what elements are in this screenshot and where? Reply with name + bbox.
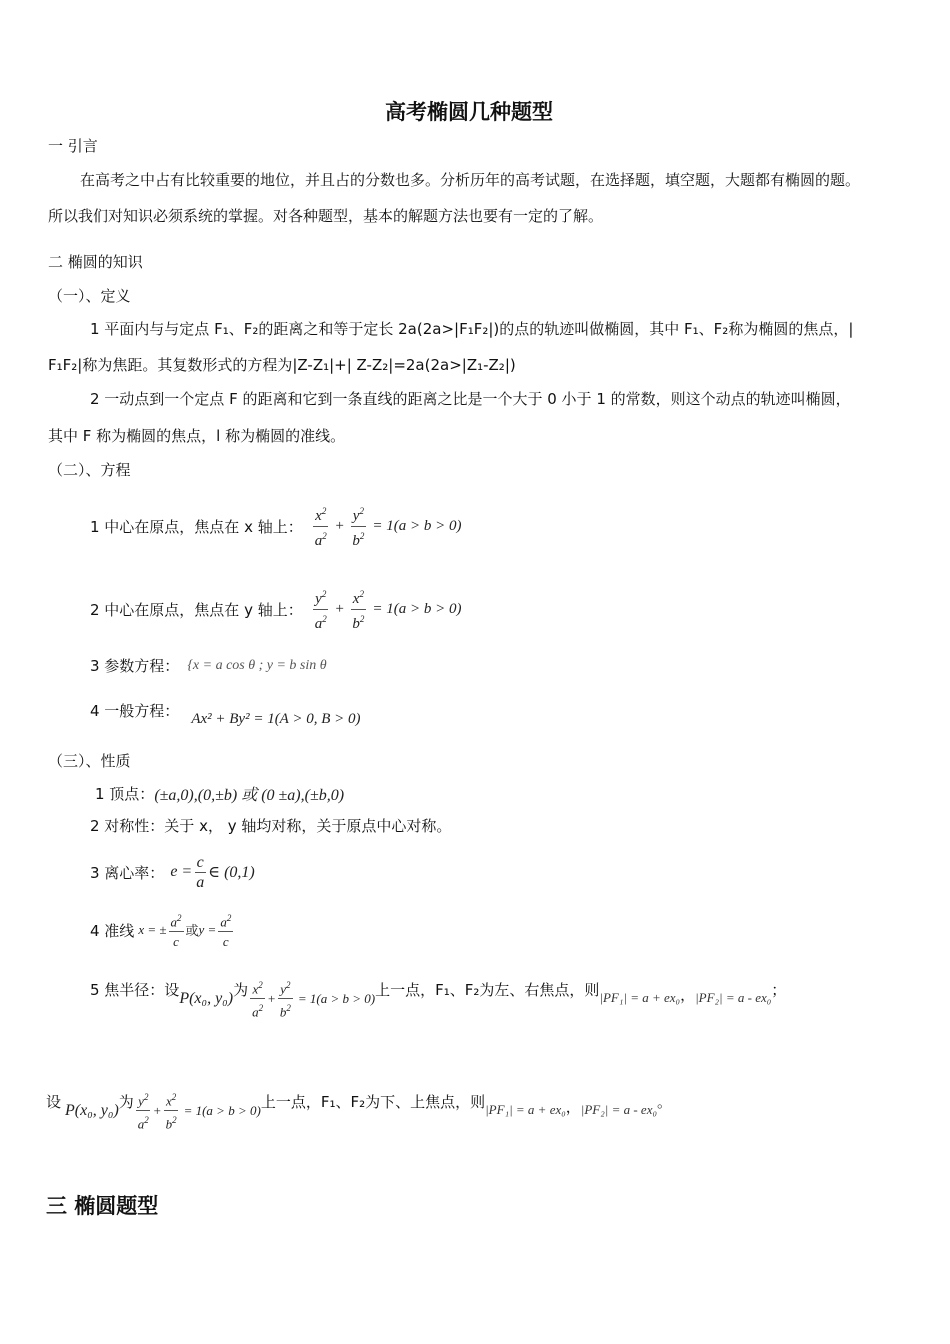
definition-2-line2: 其中 F 称为椭圆的焦点，l 称为椭圆的准线。: [48, 427, 346, 445]
definition-1-line1: 1 平面内与与定点 F₁、F₂的距离之和等于定长 2a(2a>|F₁F₂|)的点的轨迹叫做椭圆，其中 F₁、F₂称为椭圆的焦点，|: [90, 320, 854, 338]
section-heading-question-types: 三 椭圆题型: [46, 1194, 159, 1218]
section-heading-intro: 一 引言: [48, 137, 98, 155]
property-6-focal-radius-y: 设 P(x₀, y₀) 为 $\frac{y^2}{a^2}$ + $\frac{x^2}{b^2}$ = 1(a > b > 0) 上一点，F₁、F₂为下、上焦点，则 |PF₁| = a + ex₀ ， |PF₂| = a - ex₀ 。: [46, 1086, 672, 1136]
definition-1-line2: F₁F₂|称为焦距。其复数形式的方程为|Z-Z₁|+| Z-Z₂|=2a(2a>|Z₁-Z₂|): [48, 356, 516, 374]
property-4-directrix: 4 准线 x = ± $\frac{a^2}{c}$ 或 y = $\frac{a^2}{c}$: [90, 906, 235, 954]
parametric-formula: {x = a cos θ ; y = b sin θ: [187, 657, 327, 673]
equation-heading: （二）、方程: [48, 461, 131, 479]
definition-heading: （一）、定义: [48, 287, 131, 305]
definition-2-line1: 2 一动点到一个定点 F 的距离和它到一条直线的距离之比是一个大于 0 小于 1 的常数，则这个动点的轨迹叫椭圆，: [90, 390, 851, 408]
page-title: 高考椭圆几种题型: [385, 100, 553, 124]
intro-paragraph-line2: 所以我们对知识必须系统的掌握。对各种题型，基本的解题方法也要有一定的了解。: [48, 207, 604, 225]
property-1-vertex: 1 顶点： (±a,0),(0,±b) 或 (0 ±a),(±b,0): [95, 785, 345, 804]
equation-1: 1 中心在原点，焦点在 x 轴上： $\frac{x^2}{a^2}$ + $\frac{y^2}{b^2}$ = 1(a > b > 0): [90, 502, 461, 550]
property-2-symmetry: 2 对称性：关于 x， y 轴均对称，关于原点中心对称。: [90, 817, 452, 835]
property-5-focal-radius: 5 焦半径：设 P(x₀, y₀) 为 $\frac{x^2}{a^2}$ + $\frac{y^2}{b^2}$ = 1(a > b > 0) 上一点，F₁、F₂为左、右焦点，则 |PF₁| = a + ex₀ ， |PF₂| = a - ex₀ ；: [90, 974, 786, 1024]
property-heading: （三）、性质: [48, 752, 131, 770]
equation-4-general: 4 一般方程： Ax² + By² = 1(A > 0, B > 0): [90, 702, 361, 727]
intro-paragraph-line1: 在高考之中占有比较重要的地位，并且占的分数也多。分析历年的高考试题，在选择题，填空题，大题都有椭圆的题。: [80, 171, 861, 189]
equation-3-parametric: 3 参数方程： {x = a cos θ ; y = b sin θ: [90, 657, 327, 675]
section-heading-knowledge: 二 椭圆的知识: [48, 253, 143, 271]
equation-2: 2 中心在原点，焦点在 y 轴上： $\frac{y^2}{a^2}$ + $\frac{x^2}{b^2}$ = 1(a > b > 0): [90, 585, 461, 633]
property-3-eccentricity: 3 离心率： e = $\frac{c}{a}$ ∈ (0,1): [90, 853, 255, 891]
